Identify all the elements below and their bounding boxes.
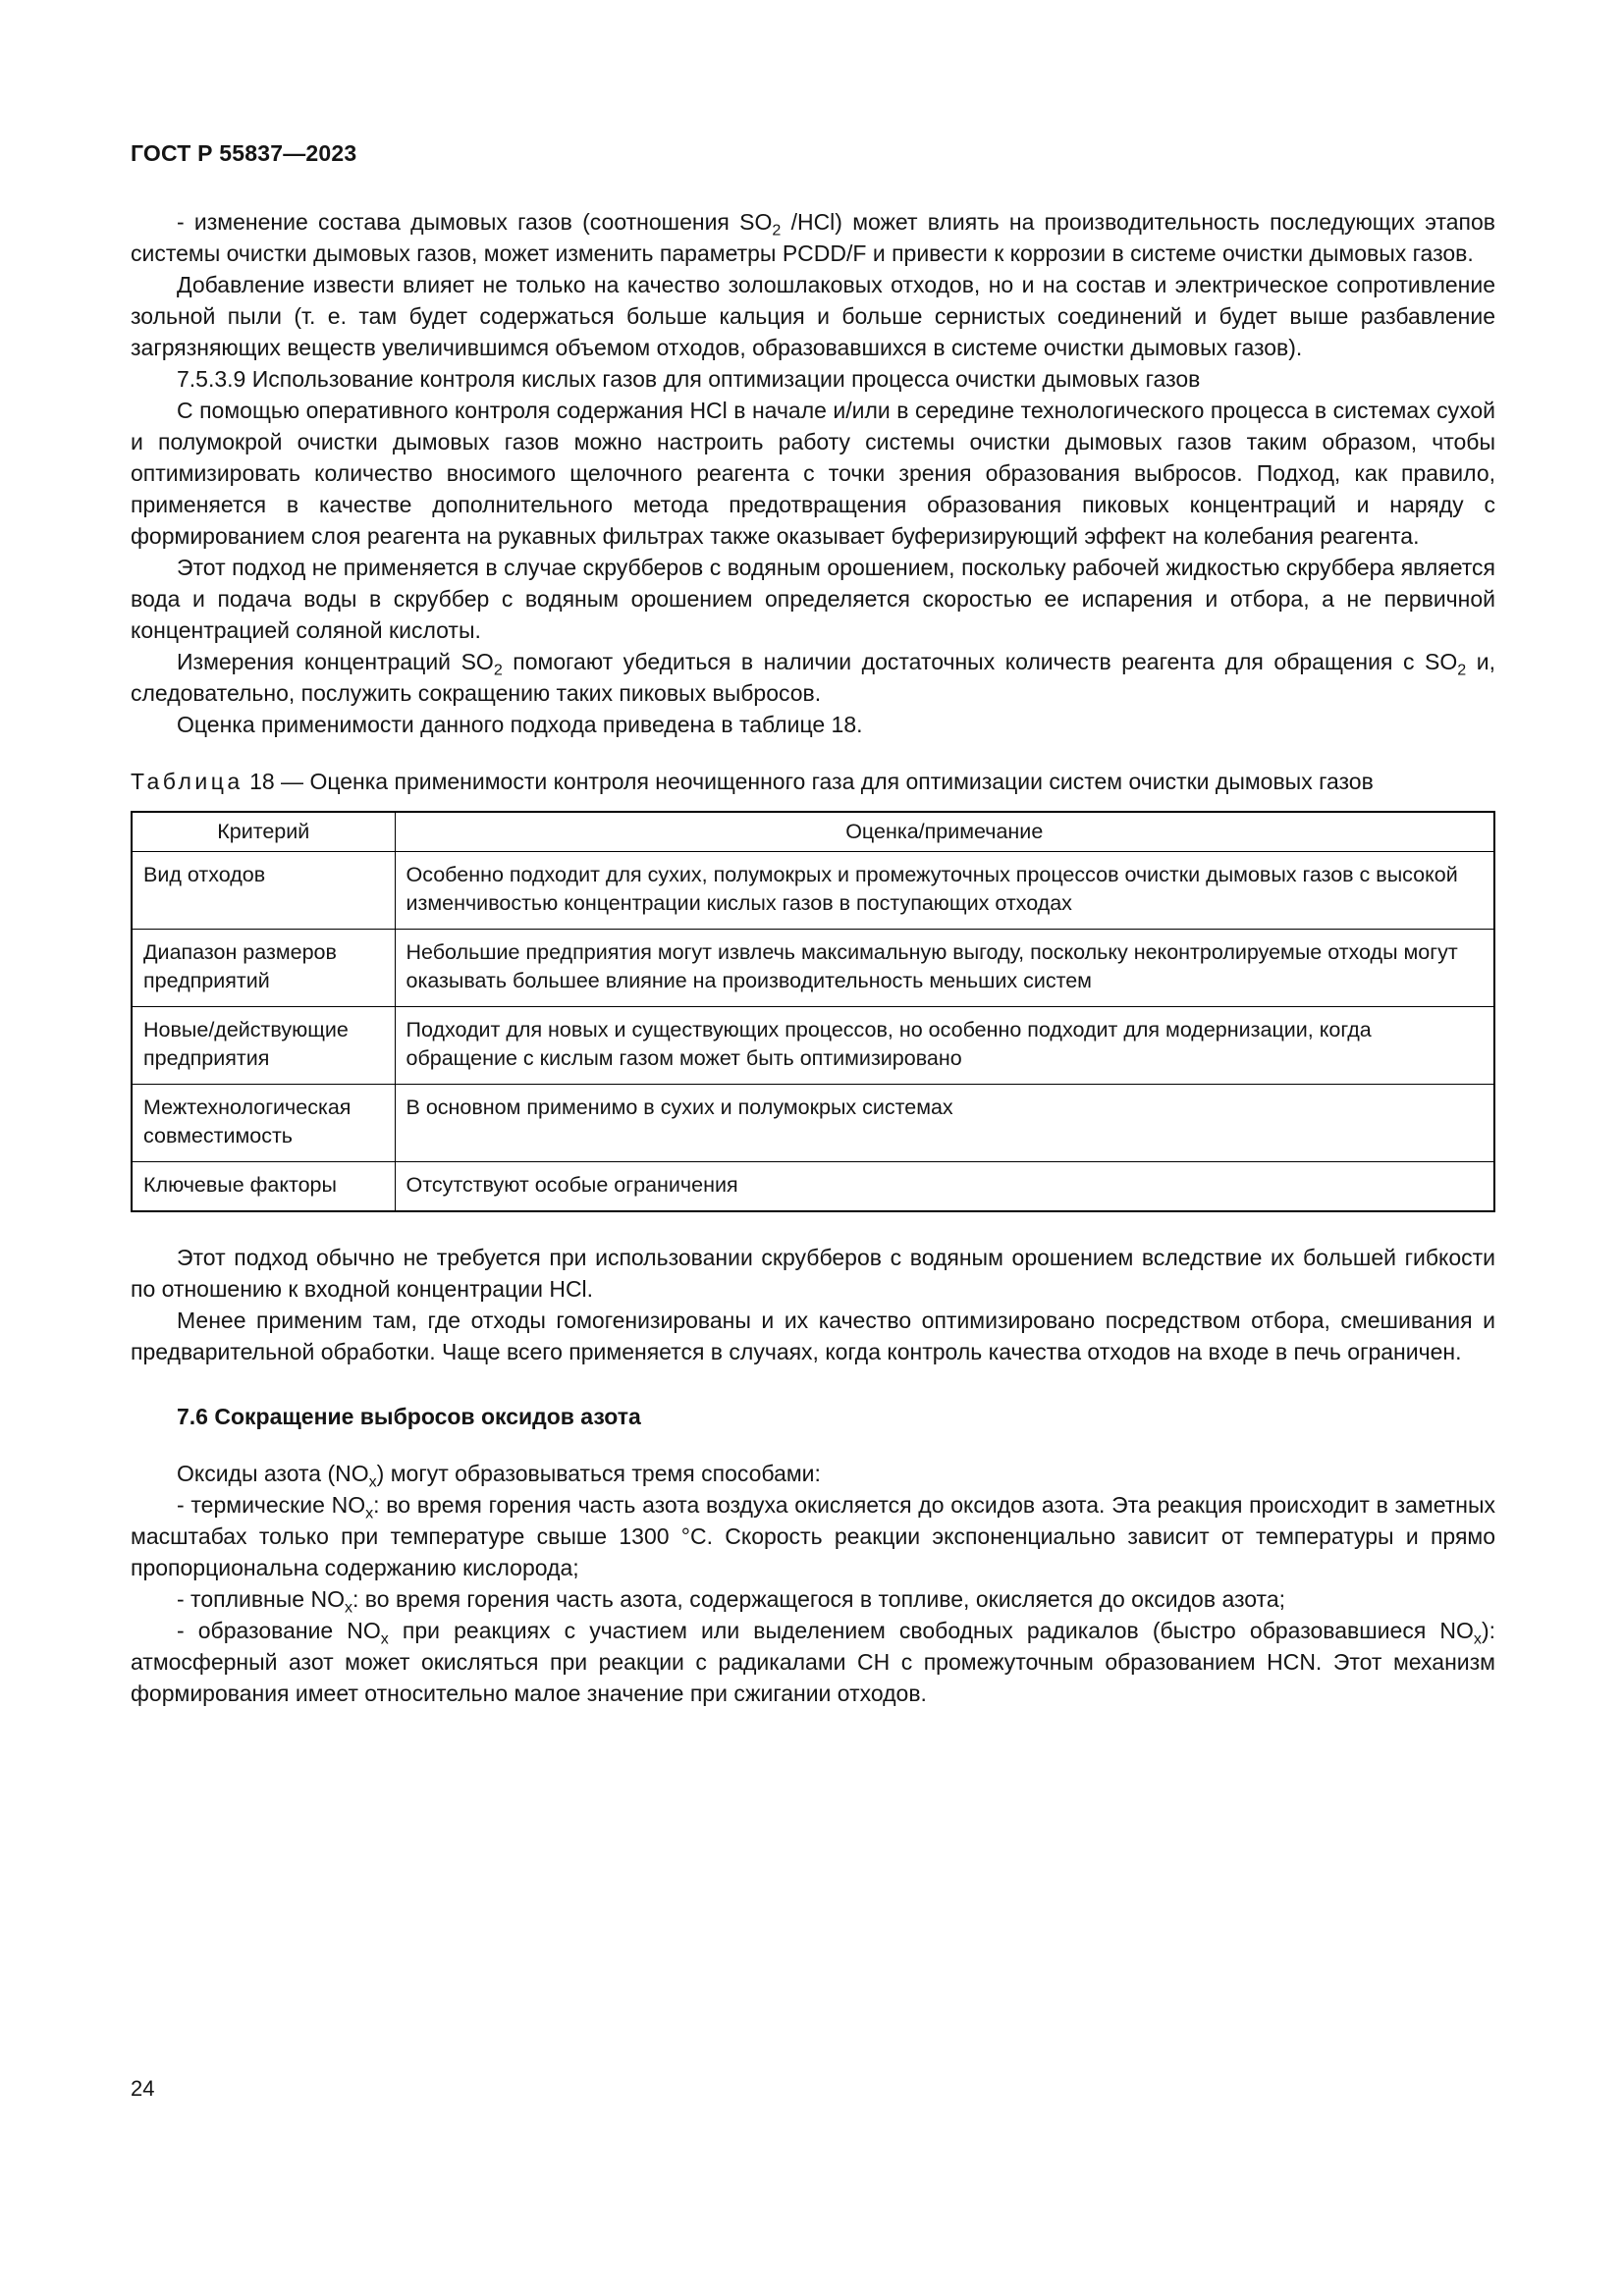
paragraph-less-applicable: Менее применим там, где отходы гомогенизированы и их качество оптимизировано посредством отбора, смешивания и предварительной обработки. Чаще всего применяется в случаях, когда контроль качества отходов на входе в печь ограничен. [131,1308,1495,1364]
criterion-cell: Ключевые факторы [132,1162,395,1212]
note-cell: В основном применимо в сухих и полумокрых системах [395,1085,1494,1162]
note-cell: Отсутствуют особые ограничения [395,1162,1494,1212]
column-header-criterion: Критерий [132,812,395,852]
note-cell: Небольшие предприятия могут извлечь максимальную выгоду, поскольку неконтролируемые отходы могут оказывать большее влияние на производительность меньших систем [395,930,1494,1007]
paragraph-flue-gas-composition: - изменение состава дымовых газов (соотношения $SO_2$ /HCl) может влиять на производительность последующих этапов системы очистки дымовых газов, может изменить параметры PCDD/F и привести к коррозии в системе очистки дымовых газов. [131,209,1495,266]
criterion-cell: Диапазон размеров предприятий [132,930,395,1007]
paragraph-wet-scrubber-exception: Этот подход не применяется в случае скрубберов с водяным орошением, поскольку рабочей жидкостью скруббера является вода и подача воды в скруббер с водяным орошением определяется скоростью ее испарения и отбора, а не первичной концентрацией соляной кислоты. [131,555,1495,643]
paragraph-hcl-operational-control: С помощью оперативного контроля содержания HCl в начале и/или в середине технологического процесса в системах сухой и полумокрой очистки дымовых газов можно настроить работу системы очистки дымовых газов таким образом, чтобы оптимизировать количество вносимого щелочного реагента с точки зрения образования выбросов. Подход, как правило, применяется в качестве дополнительного метода предотвращения образования пиковых концентраций и наряду с формированием слоя реагента на рукавных фильтрах также оказывает буферизирующий эффект на колебания реагента. [131,398,1495,549]
paragraph-thermal-nox: - термические $NO_x$: во время горения часть азота воздуха окисляется до оксидов азота. Эта реакция происходит в заметных масштабах только при температуре свыше 1300 °C. Скорость реакции экспоненциально зависит от температуры и прямо пропорциональна содержанию кислорода; [131,1492,1495,1580]
paragraph-table-reference: Оценка применимости данного подхода приведена в таблице 18. [177,712,863,737]
table-row [132,930,1494,1007]
subclause-7-5-3-9-title: 7.5.3.9 Использование контроля кислых газов для оптимизации процесса очистки дымовых газов [177,366,1201,392]
note-cell: Подходит для новых и существующих процессов, но особенно подходит для модернизации, когда обращение с кислым газом может быть оптимизировано [395,1007,1494,1085]
criterion-cell: Новые/действующие предприятия [132,1007,395,1085]
table-row [132,1085,1494,1162]
document-body [131,206,1495,1709]
paragraph-fuel-nox: - топливные $NO_x$: во время горения часть азота, содержащегося в топливе, окисляется до оксидов азота; [177,1586,1286,1617]
note-cell: Особенно подходит для сухих, полумокрых и промежуточных процессов очистки дымовых газов с высокой изменчивостью концентрации кислых газов в поступающих отходах [395,852,1494,930]
table-caption-label: Таблица [131,769,244,794]
table-18 [131,811,1495,1212]
criterion-cell: Вид отходов [132,852,395,930]
table-row [132,1007,1494,1085]
page-number: 24 [131,2076,155,2101]
paragraph-nox-formation-intro: Оксиды азота $(NO_x)$ могут образовываться тремя способами: [177,1461,821,1491]
table-row [132,1162,1494,1212]
criterion-cell: Межтехнологическая совместимость [132,1085,395,1162]
table-caption [131,766,1495,797]
column-header-note: Оценка/примечание [395,812,1494,852]
paragraph-scrubber-not-required: Этот подход обычно не требуется при использовании скрубберов с водяным орошением вследствие их большей гибкости по отношению к входной концентрации HCl. [131,1245,1495,1302]
paragraph-so2-measurements: Измерения концентраций $SO_2$ помогают убедиться в наличии достаточных количеств реагента для обращения с $SO_2$ и, следовательно, послужить сокращению таких пиковых выбросов. [131,649,1495,706]
table-header-row [132,812,1494,852]
table-row [132,852,1494,930]
paragraph-lime-addition: Добавление извести влияет не только на качество золошлаковых отходов, но и на состав и электрическое сопротивление зольной пыли (т. е. там будет содержаться больше кальция и больше сернистых соединений и будет выше разбавление загрязняющих веществ увеличившимся объемом отходов, образовавшихся в системе очистки дымовых газов). [131,272,1495,360]
section-heading-7-6: 7.6 Сокращение выбросов оксидов азота [177,1404,641,1429]
paragraph-prompt-nox: - образование $NO_x$ при реакциях с участием или выделением свободных радикалов (быстро образовавшиеся $NO_x$): атмосферный азот может окисляться при реакции с радикалами CH с промежуточным образованием HCN. Этот механизм формирования имеет относительно малое значение при сжигании отходов. [131,1618,1495,1706]
document-code: ГОСТ Р 55837—2023 [131,140,357,166]
table-caption-text: 18 — Оценка применимости контроля неочищенного газа для оптимизации систем очистки дымовых газов [243,769,1374,794]
